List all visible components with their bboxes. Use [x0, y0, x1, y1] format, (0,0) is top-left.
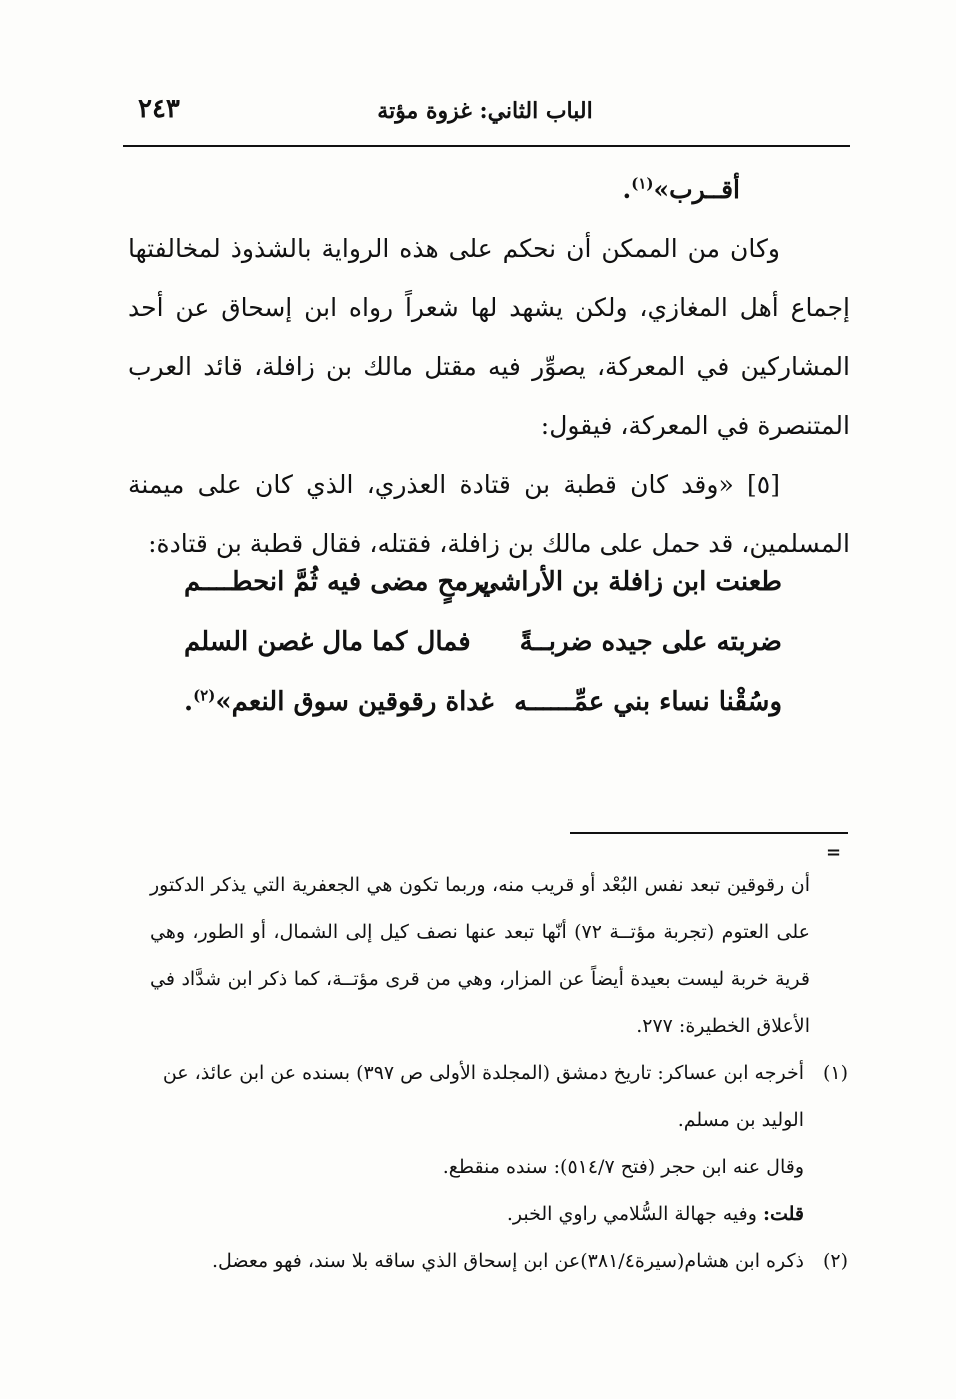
- poem: [170, 552, 782, 732]
- fragment-end: .: [622, 175, 632, 204]
- paragraph-2: [٥] «وقد كان قطبة بن قتادة العذري، الذي كان على ميمنة المسلمين، قد حمل على مالك بن زافلة، فقتله، فقال قطبة بن قتادة:: [128, 470, 850, 558]
- page-header: [120, 92, 850, 132]
- verse-second-hemistich: فمال كما مال غصن السلم: [184, 627, 471, 657]
- footnote-ref-1: (١): [631, 174, 654, 193]
- verse-first-hemistich: وسُقْنا نساء بني عمِّــــــه: [514, 687, 782, 717]
- running-title: الباب الثاني: غزوة مؤتة: [377, 98, 593, 124]
- verse-2: [170, 612, 782, 672]
- quote-fragment: [128, 160, 850, 219]
- footnote-1-line-3: [150, 1191, 850, 1238]
- comment-text: وفيه جهالة السُّلامي راوي الخبر.: [506, 1203, 763, 1225]
- verse-1: [170, 552, 782, 612]
- comment-label: قلت:: [762, 1203, 804, 1225]
- footnote-2: [150, 1238, 850, 1285]
- footnote-continuation: أن رقوقين تبعد نفس البُعْد أو قريب منه، وربما تكون هي الجعفرية التي يذكر الدكتور على العتوم (تجربة مؤتــة ٧٢) أنّها تبعد عنها نصف كيل إلى الشمال، أو الطور، وهي قرية خربة ليست بعيدة أيضاً عن المزار، وهي من قرى مؤتــة، كما ذكر ابن شدَّاد في الأعلاق الخطيرة: ٢٧٧.: [150, 874, 810, 1037]
- verse-3: [170, 672, 782, 732]
- footnote-text: ذكره ابن هشام(سيرة٣٨١/٤)عن ابن إسحاق الذي ساقه بلا سند، فهو معضل.: [211, 1250, 804, 1272]
- verse-second-hemistich: غداة رقوقين سوق النعم»$^{(٢)}$.: [184, 686, 494, 717]
- main-text: [128, 160, 850, 573]
- footnote-text: أخرجه ابن عساكر: تاريخ دمشق (المجلدة الأولى ص ٣٩٧) بسنده عن ابن عائذ، عن الوليد بن مسلم.: [162, 1062, 804, 1131]
- footnote-number: (١): [822, 1062, 848, 1084]
- continuation-marker: =: [826, 842, 842, 863]
- verse-first-hemistich: طعنت ابن زافلة بن الأراشي: [477, 567, 782, 597]
- footnotes: [150, 862, 850, 1285]
- verse-second-hemistich: برمحٍ مضى فيه ثُمَّ انحطــــم: [184, 567, 490, 597]
- footnote-number: (٢): [822, 1250, 848, 1272]
- footnote-1-line-2: وقال عنه ابن حجر (فتح ٥١٤/٧): سنده منقطع.: [442, 1156, 804, 1178]
- fragment-text: أقــرب»: [653, 175, 740, 204]
- header-rule: [123, 145, 850, 147]
- verse-text: غداة رقوقين سوق النعم»: [215, 687, 494, 717]
- verse-first-hemistich: ضربته على جيده ضربــةً: [519, 627, 782, 657]
- page-number: ٢٤٣: [138, 94, 180, 124]
- footnote-ref-2: (٢): [193, 686, 216, 705]
- footnote-1: [150, 1050, 850, 1144]
- paragraph-1: وكان من الممكن أن نحكم على هذه الرواية بالشذوذ لمخالفتها إجماع أهل المغازي، ولكن يشهد لها شعراً رواه ابن إسحاق عن أحد المشاركين في المعركة، يصوِّر فيه مقتل مالك بن زافلة، قائد العرب المتنصرة في المعركة، فيقول:: [128, 234, 850, 440]
- footnote-rule: [570, 832, 848, 834]
